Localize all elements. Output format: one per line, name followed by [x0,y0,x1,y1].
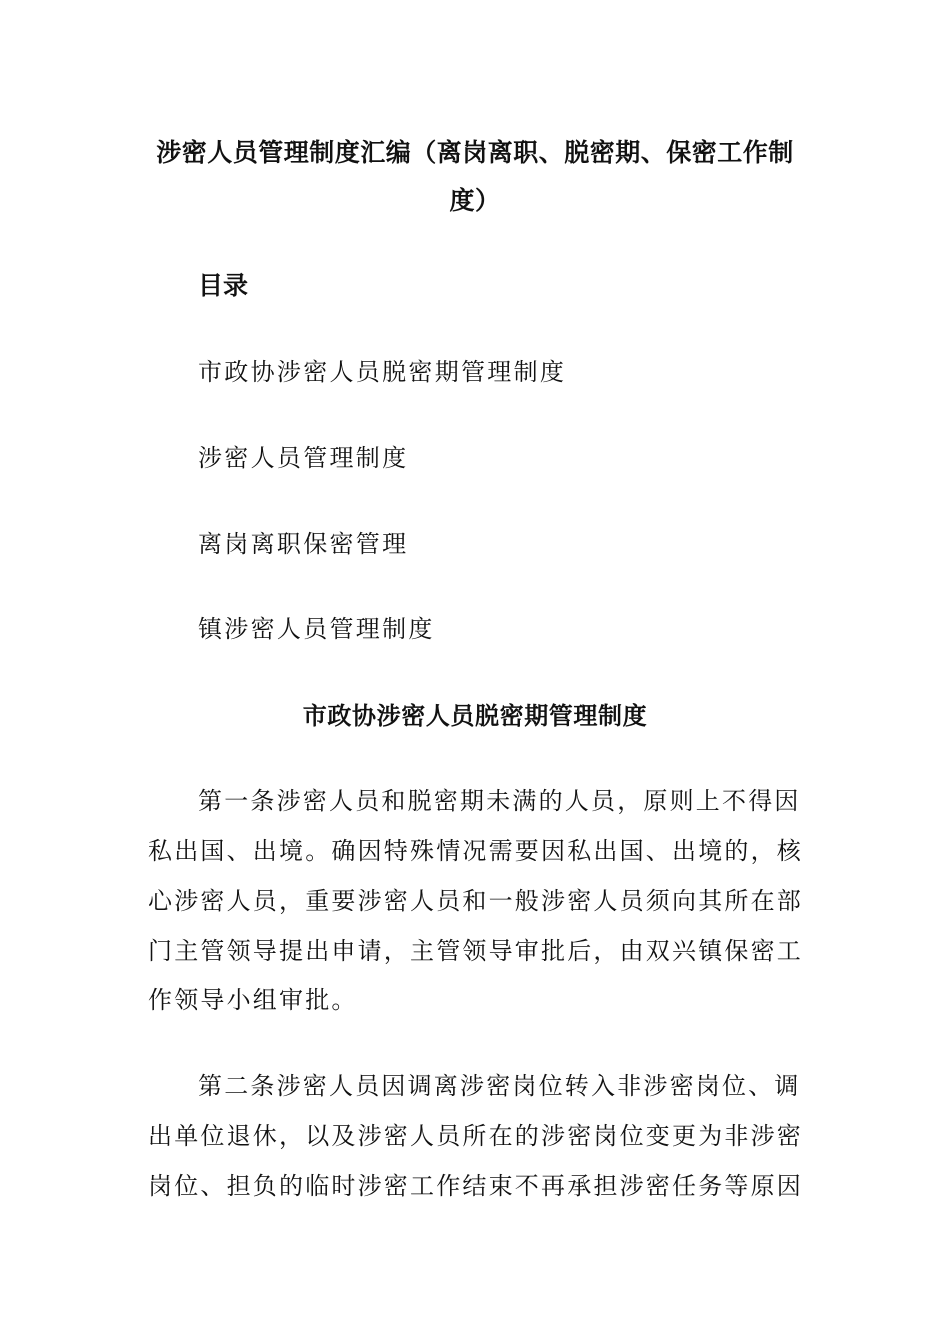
paragraph-line: 第一条涉密人员和脱密期未满的人员，原则上不得因 [198,787,801,815]
paragraph-line: 作领导小组审批。 [148,986,358,1014]
toc-item: 市政协涉密人员脱密期管理制度 [198,358,567,386]
toc-item: 镇涉密人员管理制度 [198,615,435,643]
paragraph-line: 出单位退休，以及涉密人员所在的涉密岗位变更为非涉密 [148,1122,803,1150]
paragraph-line: 心涉密人员，重要涉密人员和一般涉密人员须向其所在部 [148,887,803,915]
toc-heading: 目录 [198,271,249,300]
section-title: 市政协涉密人员脱密期管理制度 [302,702,648,730]
paragraph-line: 私出国、出境。确因特殊情况需要因私出国、出境的，核 [148,837,803,865]
document-title-line-2: 度） [449,186,501,215]
paragraph-line: 门主管领导提出申请，主管领导审批后，由双兴镇保密工 [148,937,803,965]
paragraph-line: 岗位、担负的临时涉密工作结束不再承担涉密任务等原因 [148,1172,803,1200]
toc-item: 离岗离职保密管理 [198,530,409,558]
toc-item: 涉密人员管理制度 [198,444,409,472]
paragraph-line: 第二条涉密人员因调离涉密岗位转入非涉密岗位、调 [198,1072,801,1100]
document-title-line-1: 涉密人员管理制度汇编（离岗离职、脱密期、保密工作制 [156,138,794,167]
